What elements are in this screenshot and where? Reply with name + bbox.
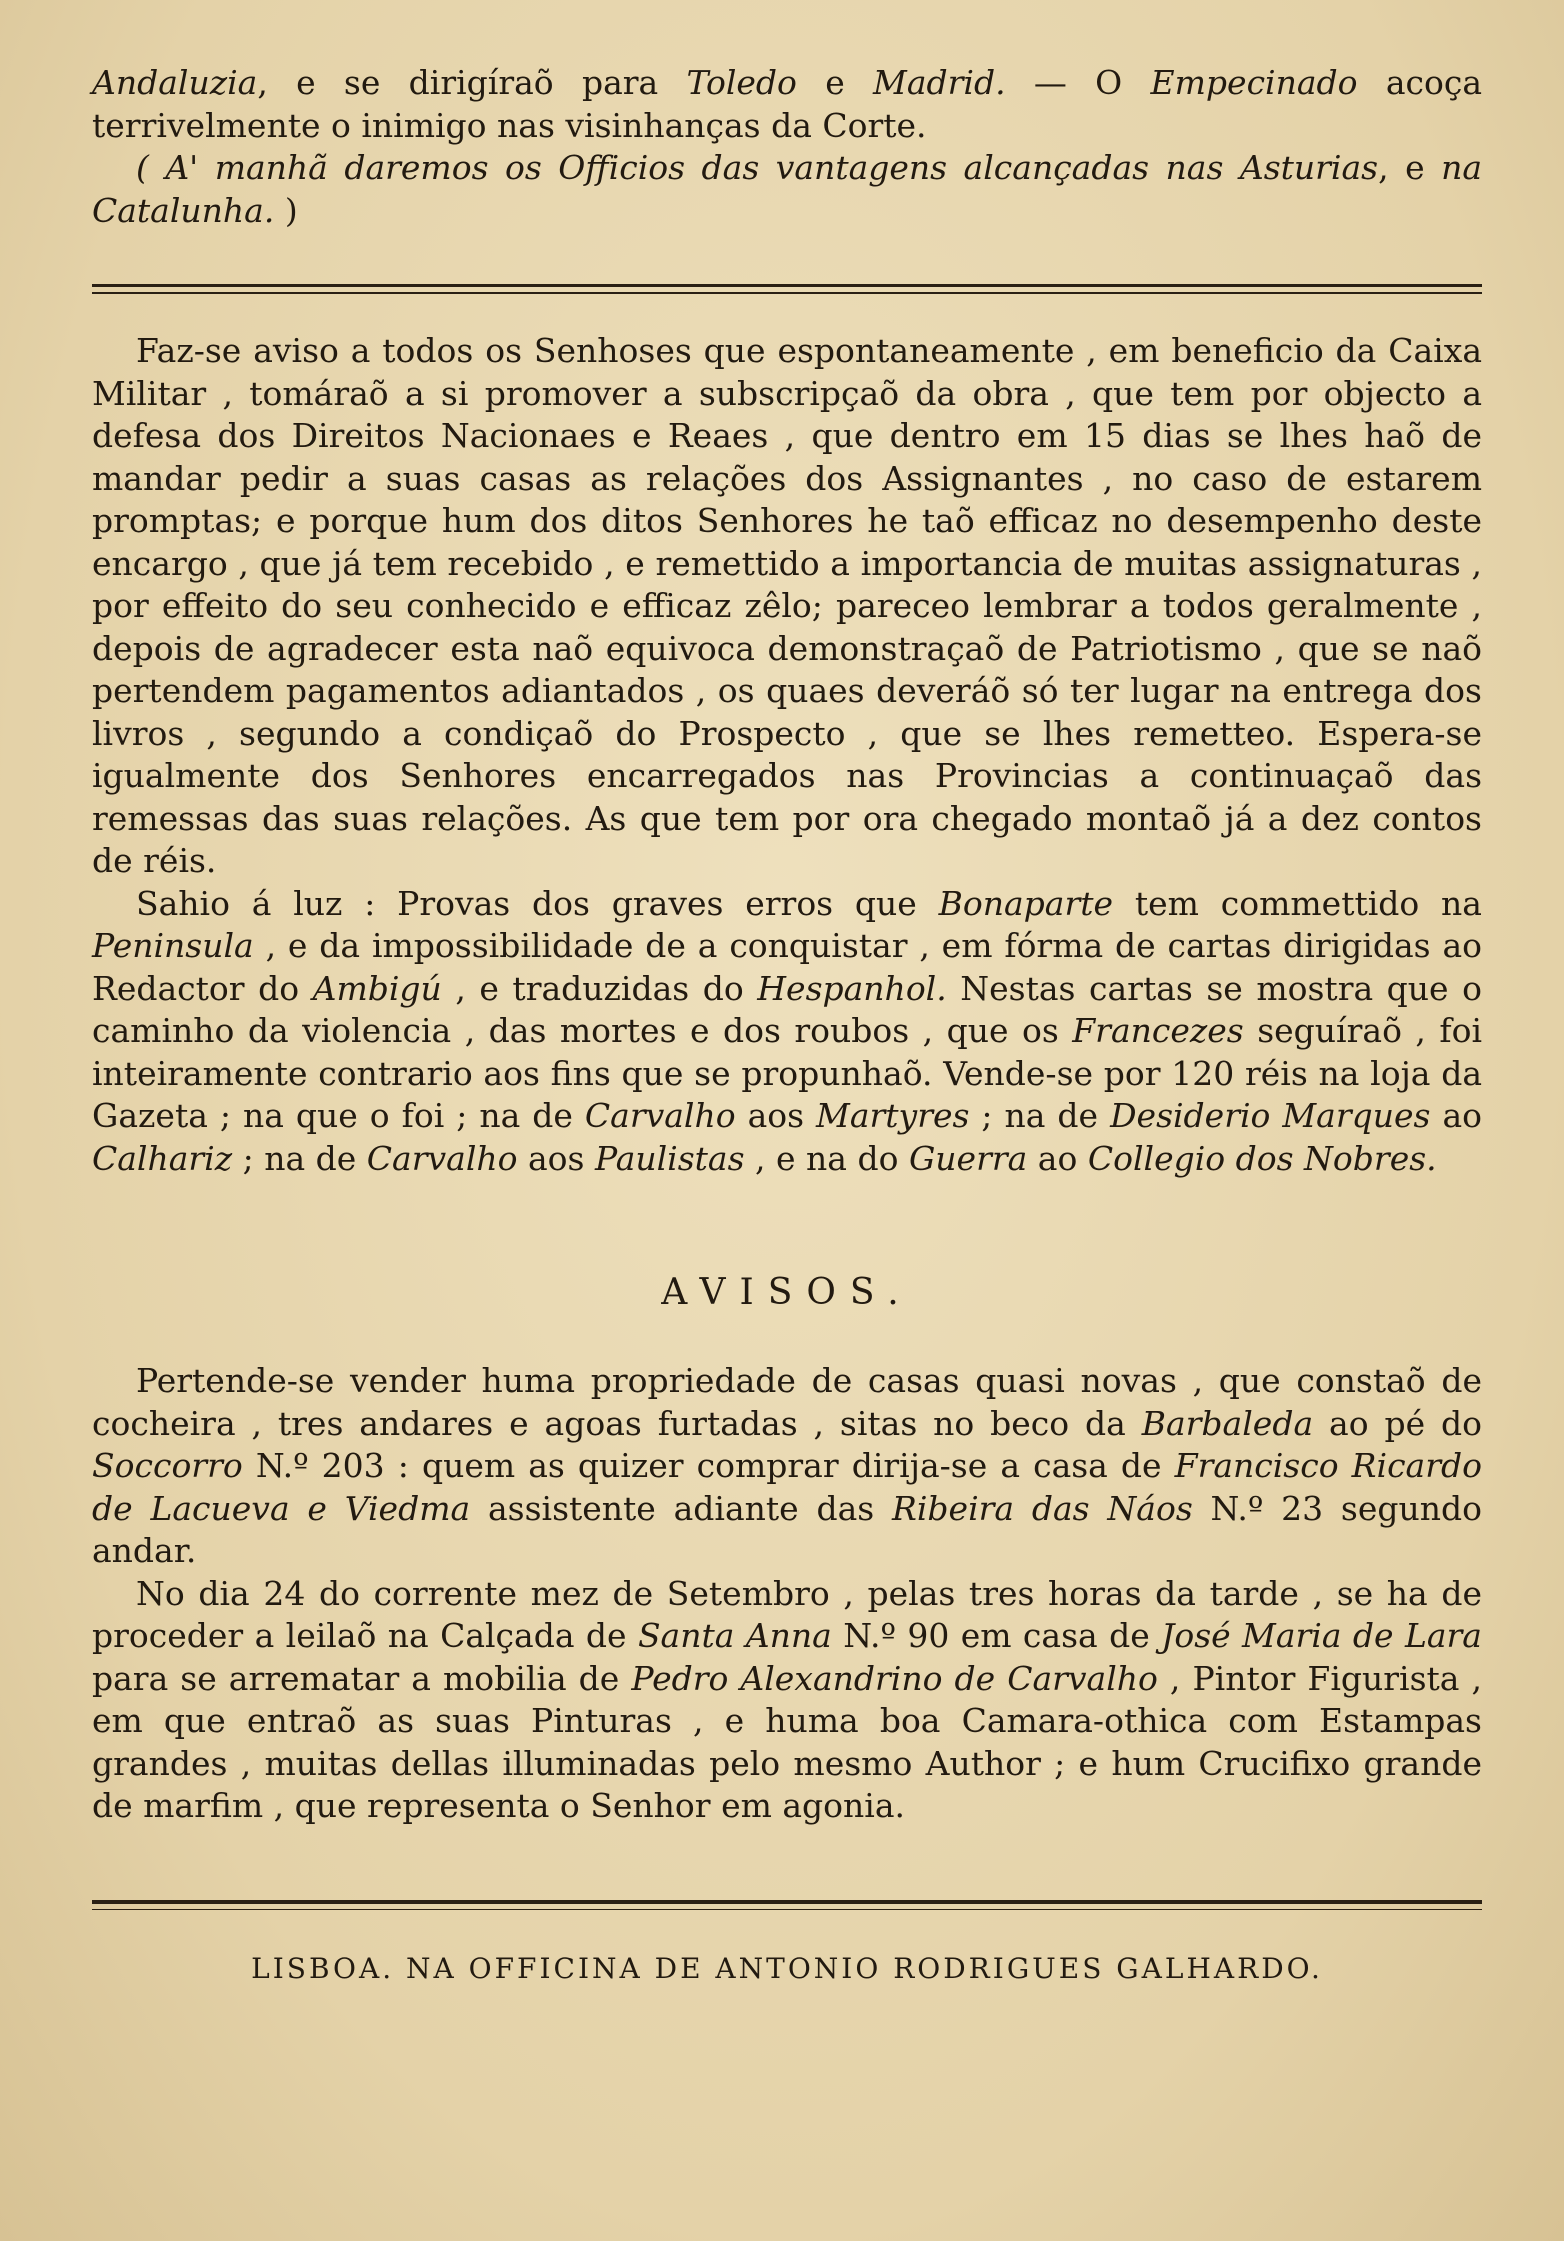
property-sale-paragraph: Pertende-se vender huma propriedade de casas quasi novas , que constaõ de cocheira , tres andares e agoas furtadas , sitas no beco da Barbaleda ao pé do Soccorro N.º 203 : quem as quizer comprar dirija-se a casa de Francisco Ricardo de Lacueva e Viedma assistente adiante das Ribeira das Náos N.º 23 segundo andar.	[92, 1361, 1483, 1570]
printer-imprint: LISBOA. NA OFFICINA DE ANTONIO RODRIGUES GALHARDO.	[251, 1952, 1323, 1985]
top-news-block	[92, 62, 1482, 232]
double-rule-divider	[92, 284, 1482, 294]
subscription-notice-paragraph: Faz-se aviso a todos os Senhoses que espontaneamente , em beneficio da Caixa Militar , tomáraõ a si promover a subscripçaõ da obra , que tem por objecto a defesa dos Direitos Nacionaes e Reaes , que dentro em 15 dias se lhes haõ de mandar pedir a suas casas as relações dos Assignantes , no caso de estarem promptas; e porque hum dos ditos Senhores he taõ efficaz no desempenho deste encargo , que já tem recebido , e remettido a importancia de muitas assignaturas , por effeito do seu conhecido e efficaz zêlo; pareceo lembrar a todos geralmente , depois de agradecer esta naõ equivoca demonstraçaõ de Patriotismo , que se naõ pertendem pagamentos adiantados , os quaes deveráõ só ter lugar na entrega dos livros , segundo a condiçaõ do Prospecto , que se lhes remetteo. Espera-se igualmente dos Senhores encarregados nas Provincias a continuaçaõ das remessas das suas relações. As que tem por ora chegado montaõ já a dez contos de réis.	[92, 331, 1482, 880]
avisos-heading: AVISOS.	[661, 1272, 913, 1313]
publication-notice-paragraph: Sahio á luz : Provas dos graves erros que Bonaparte tem commettido na Peninsula , e da impossibilidade de a conquistar , em fórma de cartas dirigidas ao Redactor do Ambigú , e traduzidas do Hespanhol. Nestas cartas se mostra que o caminho da violencia , das mortes e dos roubos , que os Francezes seguíraõ , foi inteiramente contrario aos fins que se propunhaõ. Vende-se por 120 réis na loja da Gazeta ; na que o foi ; na de Carvalho aos Martyres ; na de Desiderio Marques ao Calhariz ; na de Carvalho aos Paulistas , e na do Guerra ao Collegio dos Nobres.	[92, 883, 1482, 1178]
bottom-rule-divider	[92, 1900, 1482, 1910]
news-paragraph-2: ( A' manhã daremos os Officios das vantagens alcançadas nas Asturias, e na Catalunha. )	[92, 148, 1482, 230]
notice-block	[92, 330, 1482, 1180]
avisos-block	[92, 1360, 1482, 1828]
auction-paragraph: No dia 24 do corrente mez de Setembro , pelas tres horas da tarde , se ha de proceder a leilaõ na Calçada de Santa Anna N.º 90 em casa de José Maria de Lara para se arrematar a mobilia de Pedro Alexandrino de Carvalho , Pintor Figurista , em que entraõ as suas Pinturas , e huma boa Camara-othica com Estampas grandes , muitas dellas illuminadas pelo mesmo Author ; e hum Crucifixo grande de marfim , que representa o Senhor em agonia.	[92, 1573, 1482, 1825]
news-paragraph-1: Andaluzia, e se dirigíraõ para Toledo e Madrid. — O Empecinado acoça terrivelmente o inimigo nas visinhanças da Corte.	[92, 63, 1483, 145]
